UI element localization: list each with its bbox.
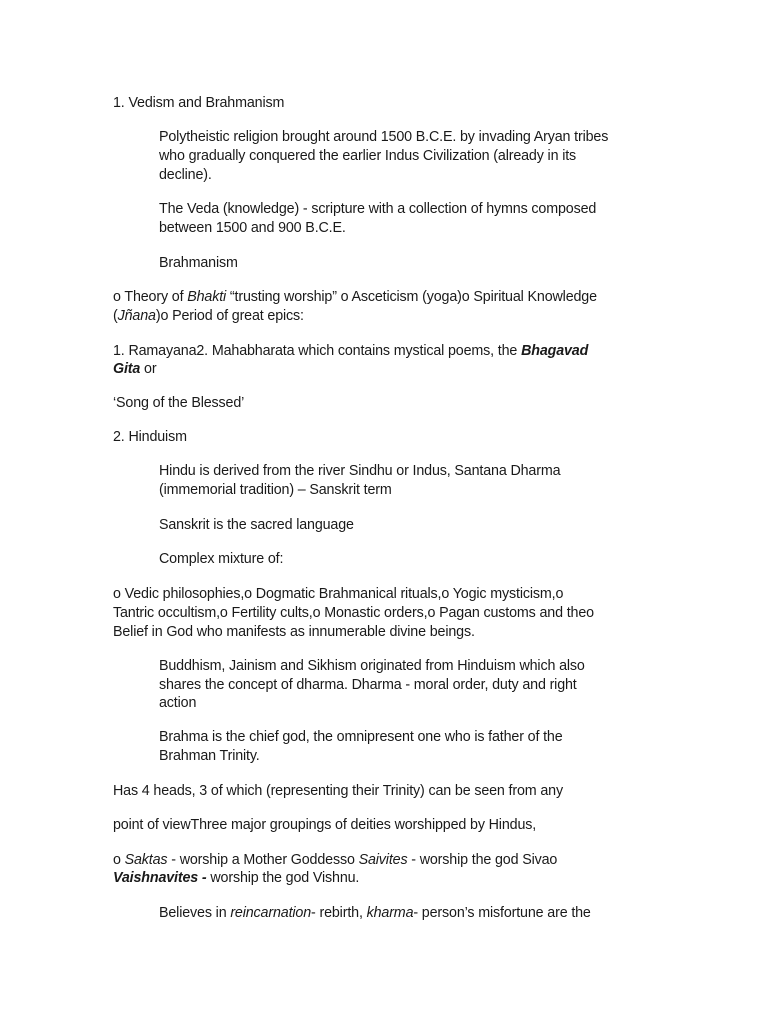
text-run: - rebirth,	[311, 905, 367, 921]
paragraph-line: decline).	[159, 167, 212, 183]
paragraph-line: Sanskrit is the sacred language	[159, 517, 354, 533]
epics-line	[113, 360, 156, 379]
bullet-list-line	[113, 851, 557, 870]
paragraph-line: Polytheistic religion brought around 1500 B.C.E. by invading Aryan tribes	[159, 129, 609, 145]
text-run: )o Period of great epics:	[155, 308, 304, 324]
bullet-list-line: Belief in God who manifests as innumerable divine beings.	[113, 624, 475, 640]
paragraph-line: Complex mixture of:	[159, 551, 284, 567]
italic-term: reincarnation	[230, 905, 312, 921]
paragraph-line: Brahmanism	[159, 255, 238, 271]
paragraph-line: Buddhism, Jainism and Sikhism originated from Hinduism which also	[159, 658, 585, 674]
epics-line	[113, 342, 588, 361]
bullet-list-line	[113, 869, 359, 888]
text-run: o Theory of	[113, 289, 188, 305]
text-run: worship the god Vishnu.	[206, 870, 360, 886]
paragraph-line: who gradually conquered the earlier Indus Civilization (already in its	[159, 148, 577, 164]
italic-term: Saivites	[358, 852, 408, 868]
bullet-list-line	[113, 307, 304, 326]
paragraph-line: Hindu is derived from the river Sindhu or Indus, Santana Dharma	[159, 463, 561, 479]
text-run: or	[140, 361, 157, 377]
italic-term: Jñana	[117, 308, 156, 324]
bold-italic-term: Bhagavad	[521, 343, 589, 359]
paragraph-line: shares the concept of dharma. Dharma - moral order, duty and right	[159, 677, 577, 693]
text-run: Believes in	[159, 905, 231, 921]
paragraph-line	[159, 904, 591, 923]
heading-hinduism: 2. Hinduism	[113, 429, 187, 445]
paragraph-line: Has 4 heads, 3 of which (representing their Trinity) can be seen from any	[113, 783, 563, 799]
heading-vedism: 1. Vedism and Brahmanism	[113, 95, 285, 111]
paragraph-line: ‘Song of the Blessed’	[113, 395, 245, 411]
text-run: o	[113, 852, 125, 868]
bold-italic-term: Gita	[113, 361, 141, 377]
paragraph-line: (immemorial tradition) – Sanskrit term	[159, 482, 392, 498]
text-run: “trusting worship” o Asceticism (yoga)o Spiritual Knowledge	[226, 289, 597, 305]
paragraph-line: point of viewThree major groupings of deities worshipped by Hindus,	[113, 817, 537, 833]
text-run: 1. Ramayana2. Mahabharata which contains mystical poems, the	[113, 343, 522, 359]
italic-term: Bhakti	[187, 289, 227, 305]
paragraph-line: between 1500 and 900 B.C.E.	[159, 220, 346, 236]
paragraph-line: The Veda (knowledge) - scripture with a collection of hymns composed	[159, 201, 597, 217]
paragraph-line: Brahman Trinity.	[159, 748, 260, 764]
text-run: - worship a Mother Goddesso	[167, 852, 359, 868]
text-run: - person’s misfortune are the	[413, 905, 591, 921]
italic-term: kharma	[366, 905, 414, 921]
italic-term: Saktas	[124, 852, 168, 868]
text-run: (	[113, 308, 118, 324]
bold-italic-term: Vaishnavites -	[113, 870, 207, 886]
bullet-list-line: Tantric occultism,o Fertility cults,o Monastic orders,o Pagan customs and theo	[113, 605, 594, 621]
text-run: - worship the god Sivao	[407, 852, 558, 868]
paragraph-line: action	[159, 695, 197, 711]
bullet-list-line	[113, 288, 597, 307]
bullet-list-line: o Vedic philosophies,o Dogmatic Brahmanical rituals,o Yogic mysticism,o	[113, 586, 564, 602]
paragraph-line: Brahma is the chief god, the omnipresent one who is father of the	[159, 729, 563, 745]
